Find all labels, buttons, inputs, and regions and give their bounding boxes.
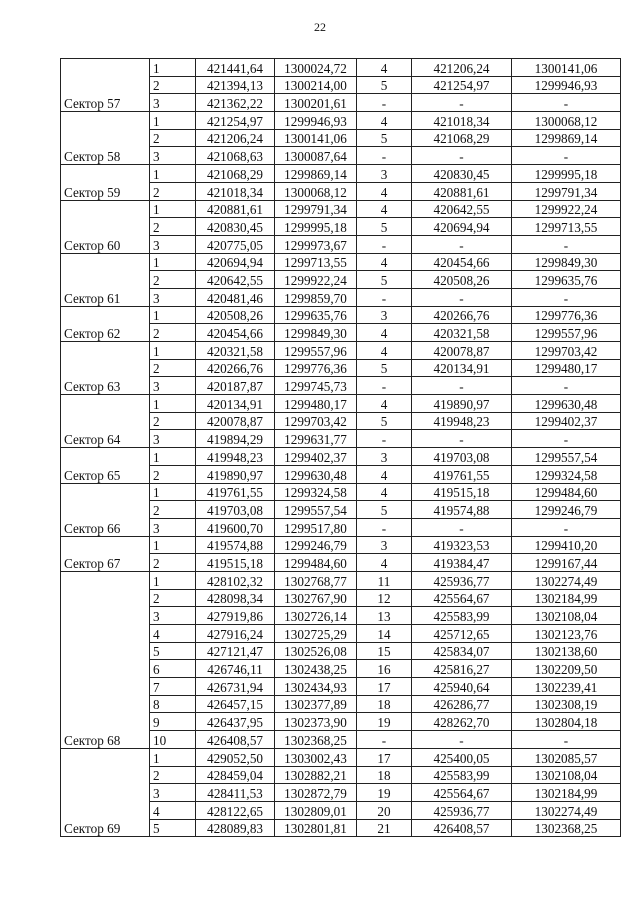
point-number-cell: 3 [150, 430, 196, 448]
point-number-cell: 1 [150, 165, 196, 183]
point-number-cell: - [357, 94, 412, 112]
x-coordinate-cell: 425564,67 [412, 589, 512, 607]
point-number-cell: 17 [357, 678, 412, 696]
y-coordinate-cell: 1302085,57 [512, 748, 621, 766]
point-number-cell: 19 [357, 784, 412, 802]
x-coordinate-cell: 420134,91 [196, 395, 275, 413]
point-number-cell: 1 [150, 748, 196, 766]
x-coordinate-cell: 428459,04 [196, 766, 275, 784]
x-coordinate-cell: 420481,46 [196, 288, 275, 306]
table-row [61, 342, 621, 360]
point-number-cell: 1 [150, 571, 196, 589]
y-coordinate-cell: 1299703,42 [512, 342, 621, 360]
y-coordinate-cell: 1299869,14 [275, 165, 357, 183]
x-coordinate-cell: 420454,66 [412, 253, 512, 271]
y-coordinate-cell: 1299402,37 [512, 412, 621, 430]
point-number-cell: 2 [150, 501, 196, 519]
y-coordinate-cell: 1299630,48 [275, 465, 357, 483]
x-coordinate-cell: 419948,23 [412, 412, 512, 430]
y-coordinate-cell: 1300068,12 [512, 112, 621, 130]
page-number: 22 [314, 20, 326, 34]
point-number-cell: 2 [150, 359, 196, 377]
x-coordinate-cell: 425940,64 [412, 678, 512, 696]
y-coordinate-cell: - [512, 288, 621, 306]
point-number-cell: 2 [150, 324, 196, 342]
y-coordinate-cell: - [512, 147, 621, 165]
x-coordinate-cell: 425936,77 [412, 571, 512, 589]
y-coordinate-cell: 1299557,96 [512, 324, 621, 342]
y-coordinate-cell: 1302239,41 [512, 678, 621, 696]
y-coordinate-cell: 1299713,55 [512, 218, 621, 236]
x-coordinate-cell: 420321,58 [412, 324, 512, 342]
sector-name-cell: Сектор 65 [61, 448, 150, 483]
y-coordinate-cell: 1300141,06 [512, 59, 621, 77]
point-number-cell: 2 [150, 766, 196, 784]
table-row [61, 571, 621, 589]
y-coordinate-cell: 1302872,79 [275, 784, 357, 802]
x-coordinate-cell: 428122,65 [196, 801, 275, 819]
table-row [61, 448, 621, 466]
sector-name-cell: Сектор 58 [61, 112, 150, 165]
x-coordinate-cell: - [412, 235, 512, 253]
point-number-cell: 3 [150, 147, 196, 165]
y-coordinate-cell: 1302108,04 [512, 766, 621, 784]
point-number-cell: 4 [357, 182, 412, 200]
x-coordinate-cell: 419890,97 [196, 465, 275, 483]
x-coordinate-cell: - [412, 147, 512, 165]
x-coordinate-cell: 419574,88 [412, 501, 512, 519]
point-number-cell: 2 [150, 465, 196, 483]
point-number-cell: 4 [357, 554, 412, 572]
x-coordinate-cell: 426286,77 [412, 695, 512, 713]
sector-name-cell: Сектор 69 [61, 748, 150, 836]
y-coordinate-cell: 1299480,17 [512, 359, 621, 377]
x-coordinate-cell: 421206,24 [196, 129, 275, 147]
x-coordinate-cell: 426408,57 [196, 731, 275, 749]
y-coordinate-cell: 1302108,04 [512, 607, 621, 625]
x-coordinate-cell: 427919,86 [196, 607, 275, 625]
point-number-cell: 2 [150, 76, 196, 94]
y-coordinate-cell: 1302726,14 [275, 607, 357, 625]
y-coordinate-cell: - [512, 430, 621, 448]
sector-name-cell: Сектор 64 [61, 395, 150, 448]
x-coordinate-cell: 425583,99 [412, 766, 512, 784]
x-coordinate-cell: 421254,97 [196, 112, 275, 130]
x-coordinate-cell: - [412, 518, 512, 536]
point-number-cell: 4 [357, 395, 412, 413]
point-number-cell: 3 [150, 607, 196, 625]
x-coordinate-cell: 428098,34 [196, 589, 275, 607]
y-coordinate-cell: 1302184,99 [512, 589, 621, 607]
sector-name-cell: Сектор 59 [61, 165, 150, 200]
x-coordinate-cell: 419948,23 [196, 448, 275, 466]
point-number-cell: 6 [150, 660, 196, 678]
x-coordinate-cell: 420266,76 [196, 359, 275, 377]
x-coordinate-cell: 420830,45 [412, 165, 512, 183]
y-coordinate-cell: 1299246,79 [275, 536, 357, 554]
point-number-cell: 4 [150, 625, 196, 643]
sector-name-cell: Сектор 63 [61, 342, 150, 395]
point-number-cell: 1 [150, 59, 196, 77]
x-coordinate-cell: 420266,76 [412, 306, 512, 324]
point-number-cell: 5 [357, 76, 412, 94]
x-coordinate-cell: 425400,05 [412, 748, 512, 766]
x-coordinate-cell: 421068,63 [196, 147, 275, 165]
y-coordinate-cell: 1299324,58 [275, 483, 357, 501]
x-coordinate-cell: 420187,87 [196, 377, 275, 395]
x-coordinate-cell: 421441,64 [196, 59, 275, 77]
point-number-cell: 5 [357, 501, 412, 519]
point-number-cell: 4 [357, 324, 412, 342]
point-number-cell: 20 [357, 801, 412, 819]
x-coordinate-cell: 419703,08 [412, 448, 512, 466]
y-coordinate-cell: 1299631,77 [275, 430, 357, 448]
y-coordinate-cell: - [512, 235, 621, 253]
y-coordinate-cell: 1299922,24 [275, 271, 357, 289]
y-coordinate-cell: 1302809,01 [275, 801, 357, 819]
y-coordinate-cell: 1299517,80 [275, 518, 357, 536]
point-number-cell: 4 [357, 253, 412, 271]
y-coordinate-cell: 1299167,44 [512, 554, 621, 572]
point-number-cell: 18 [357, 766, 412, 784]
x-coordinate-cell: 428102,32 [196, 571, 275, 589]
x-coordinate-cell: 419703,08 [196, 501, 275, 519]
point-number-cell: - [357, 288, 412, 306]
x-coordinate-cell: - [412, 288, 512, 306]
point-number-cell: 3 [357, 306, 412, 324]
point-number-cell: 2 [150, 412, 196, 430]
x-coordinate-cell: 426437,95 [196, 713, 275, 731]
sector-name-cell: Сектор 57 [61, 59, 150, 112]
x-coordinate-cell: 419890,97 [412, 395, 512, 413]
table-row [61, 748, 621, 766]
point-number-cell: 3 [150, 288, 196, 306]
point-number-cell: 5 [357, 218, 412, 236]
y-coordinate-cell: 1299713,55 [275, 253, 357, 271]
x-coordinate-cell: 421254,97 [412, 76, 512, 94]
point-number-cell: 1 [150, 200, 196, 218]
sector-name-cell: Сектор 68 [61, 571, 150, 748]
x-coordinate-cell: 419894,29 [196, 430, 275, 448]
x-coordinate-cell: 421018,34 [412, 112, 512, 130]
y-coordinate-cell: 1302184,99 [512, 784, 621, 802]
point-number-cell: 14 [357, 625, 412, 643]
y-coordinate-cell: 1299946,93 [275, 112, 357, 130]
y-coordinate-cell: 1303002,43 [275, 748, 357, 766]
y-coordinate-cell: 1299324,58 [512, 465, 621, 483]
y-coordinate-cell: 1299557,54 [275, 501, 357, 519]
y-coordinate-cell: 1299849,30 [275, 324, 357, 342]
table-row [61, 306, 621, 324]
x-coordinate-cell: - [412, 430, 512, 448]
point-number-cell: 1 [150, 536, 196, 554]
x-coordinate-cell: - [412, 377, 512, 395]
point-number-cell: 3 [150, 518, 196, 536]
point-number-cell: 5 [150, 642, 196, 660]
x-coordinate-cell: 420642,55 [412, 200, 512, 218]
point-number-cell: 21 [357, 819, 412, 837]
point-number-cell: 4 [357, 483, 412, 501]
point-number-cell: 3 [357, 448, 412, 466]
table-row [61, 165, 621, 183]
y-coordinate-cell: 1299776,36 [512, 306, 621, 324]
point-number-cell: 9 [150, 713, 196, 731]
point-number-cell: 5 [357, 359, 412, 377]
x-coordinate-cell: 420830,45 [196, 218, 275, 236]
point-number-cell: 3 [357, 165, 412, 183]
y-coordinate-cell: 1302434,93 [275, 678, 357, 696]
point-number-cell: - [357, 377, 412, 395]
x-coordinate-cell: 419384,47 [412, 554, 512, 572]
point-number-cell: - [357, 147, 412, 165]
y-coordinate-cell: - [512, 94, 621, 112]
x-coordinate-cell: 420881,61 [196, 200, 275, 218]
y-coordinate-cell: 1299635,76 [275, 306, 357, 324]
y-coordinate-cell: 1299703,42 [275, 412, 357, 430]
point-number-cell: 11 [357, 571, 412, 589]
y-coordinate-cell: 1299484,60 [512, 483, 621, 501]
y-coordinate-cell: 1299410,20 [512, 536, 621, 554]
x-coordinate-cell: 420078,87 [196, 412, 275, 430]
y-coordinate-cell: 1302368,25 [275, 731, 357, 749]
x-coordinate-cell: 419323,53 [412, 536, 512, 554]
point-number-cell: 4 [357, 342, 412, 360]
x-coordinate-cell: - [412, 731, 512, 749]
x-coordinate-cell: 420508,26 [412, 271, 512, 289]
y-coordinate-cell: 1299630,48 [512, 395, 621, 413]
point-number-cell: - [357, 518, 412, 536]
point-number-cell: 1 [150, 448, 196, 466]
x-coordinate-cell: 425712,65 [412, 625, 512, 643]
x-coordinate-cell: 426408,57 [412, 819, 512, 837]
y-coordinate-cell: 1302274,49 [512, 571, 621, 589]
point-number-cell: 13 [357, 607, 412, 625]
x-coordinate-cell: 419761,55 [412, 465, 512, 483]
x-coordinate-cell: - [412, 94, 512, 112]
y-coordinate-cell: 1302767,90 [275, 589, 357, 607]
x-coordinate-cell: 421068,29 [412, 129, 512, 147]
x-coordinate-cell: 426457,15 [196, 695, 275, 713]
y-coordinate-cell: 1302377,89 [275, 695, 357, 713]
point-number-cell: 1 [150, 483, 196, 501]
point-number-cell: 5 [357, 271, 412, 289]
x-coordinate-cell: 427121,47 [196, 642, 275, 660]
y-coordinate-cell: 1299791,34 [512, 182, 621, 200]
y-coordinate-cell: 1299791,34 [275, 200, 357, 218]
x-coordinate-cell: 426731,94 [196, 678, 275, 696]
point-number-cell: 1 [150, 306, 196, 324]
y-coordinate-cell: 1302725,29 [275, 625, 357, 643]
point-number-cell: 3 [150, 784, 196, 802]
point-number-cell: 2 [150, 182, 196, 200]
y-coordinate-cell: 1299480,17 [275, 395, 357, 413]
x-coordinate-cell: 420321,58 [196, 342, 275, 360]
x-coordinate-cell: 425936,77 [412, 801, 512, 819]
y-coordinate-cell: 1299859,70 [275, 288, 357, 306]
table-body [61, 59, 621, 837]
y-coordinate-cell: 1299849,30 [512, 253, 621, 271]
point-number-cell: 17 [357, 748, 412, 766]
point-number-cell: 4 [357, 465, 412, 483]
x-coordinate-cell: 427916,24 [196, 625, 275, 643]
y-coordinate-cell: - [512, 731, 621, 749]
y-coordinate-cell: 1299995,18 [275, 218, 357, 236]
point-number-cell: 1 [150, 253, 196, 271]
point-number-cell: 2 [150, 129, 196, 147]
y-coordinate-cell: - [512, 377, 621, 395]
table-row [61, 483, 621, 501]
table-row [61, 536, 621, 554]
y-coordinate-cell: 1302768,77 [275, 571, 357, 589]
point-number-cell: 4 [150, 801, 196, 819]
y-coordinate-cell: 1300024,72 [275, 59, 357, 77]
point-number-cell: 2 [150, 218, 196, 236]
sector-coordinates-table [60, 58, 621, 837]
sector-name-cell: Сектор 62 [61, 306, 150, 341]
point-number-cell: 4 [357, 200, 412, 218]
y-coordinate-cell: - [512, 518, 621, 536]
x-coordinate-cell: 421394,13 [196, 76, 275, 94]
y-coordinate-cell: 1299402,37 [275, 448, 357, 466]
table-row [61, 59, 621, 77]
y-coordinate-cell: 1300068,12 [275, 182, 357, 200]
point-number-cell: 2 [150, 271, 196, 289]
y-coordinate-cell: 1299946,93 [512, 76, 621, 94]
x-coordinate-cell: 420454,66 [196, 324, 275, 342]
table-row [61, 112, 621, 130]
sector-name-cell: Сектор 67 [61, 536, 150, 571]
y-coordinate-cell: 1299973,67 [275, 235, 357, 253]
point-number-cell: 2 [150, 589, 196, 607]
point-number-cell: 16 [357, 660, 412, 678]
point-number-cell: 5 [357, 412, 412, 430]
y-coordinate-cell: 1300214,00 [275, 76, 357, 94]
x-coordinate-cell: 428411,53 [196, 784, 275, 802]
point-number-cell: 18 [357, 695, 412, 713]
point-number-cell: 3 [150, 235, 196, 253]
x-coordinate-cell: 420508,26 [196, 306, 275, 324]
x-coordinate-cell: 419515,18 [196, 554, 275, 572]
y-coordinate-cell: 1299557,54 [512, 448, 621, 466]
point-number-cell: 19 [357, 713, 412, 731]
y-coordinate-cell: 1302882,21 [275, 766, 357, 784]
x-coordinate-cell: 420881,61 [412, 182, 512, 200]
x-coordinate-cell: 420078,87 [412, 342, 512, 360]
x-coordinate-cell: 428262,70 [412, 713, 512, 731]
point-number-cell: 15 [357, 642, 412, 660]
y-coordinate-cell: 1299776,36 [275, 359, 357, 377]
x-coordinate-cell: 419761,55 [196, 483, 275, 501]
y-coordinate-cell: 1299484,60 [275, 554, 357, 572]
x-coordinate-cell: 421206,24 [412, 59, 512, 77]
point-number-cell: - [357, 235, 412, 253]
x-coordinate-cell: 421018,34 [196, 182, 275, 200]
sector-name-cell: Сектор 61 [61, 253, 150, 306]
y-coordinate-cell: 1302274,49 [512, 801, 621, 819]
sector-name-cell: Сектор 60 [61, 200, 150, 253]
table-row [61, 395, 621, 413]
y-coordinate-cell: 1302801,81 [275, 819, 357, 837]
y-coordinate-cell: 1300087,64 [275, 147, 357, 165]
table-row [61, 253, 621, 271]
y-coordinate-cell: 1302373,90 [275, 713, 357, 731]
y-coordinate-cell: 1302438,25 [275, 660, 357, 678]
y-coordinate-cell: 1302123,76 [512, 625, 621, 643]
y-coordinate-cell: 1300201,61 [275, 94, 357, 112]
point-number-cell: 7 [150, 678, 196, 696]
y-coordinate-cell: 1302209,50 [512, 660, 621, 678]
x-coordinate-cell: 425564,67 [412, 784, 512, 802]
x-coordinate-cell: 425816,27 [412, 660, 512, 678]
y-coordinate-cell: 1302526,08 [275, 642, 357, 660]
y-coordinate-cell: 1302308,19 [512, 695, 621, 713]
y-coordinate-cell: 1299745,73 [275, 377, 357, 395]
point-number-cell: 1 [150, 342, 196, 360]
point-number-cell: - [357, 430, 412, 448]
point-number-cell: 4 [357, 59, 412, 77]
y-coordinate-cell: 1302138,60 [512, 642, 621, 660]
table-row [61, 200, 621, 218]
point-number-cell: 3 [150, 94, 196, 112]
x-coordinate-cell: 429052,50 [196, 748, 275, 766]
point-number-cell: 5 [150, 819, 196, 837]
x-coordinate-cell: 425834,07 [412, 642, 512, 660]
point-number-cell: 12 [357, 589, 412, 607]
point-number-cell: 2 [150, 554, 196, 572]
x-coordinate-cell: 419600,70 [196, 518, 275, 536]
y-coordinate-cell: 1299557,96 [275, 342, 357, 360]
x-coordinate-cell: 420694,94 [196, 253, 275, 271]
x-coordinate-cell: 420134,91 [412, 359, 512, 377]
y-coordinate-cell: 1299635,76 [512, 271, 621, 289]
x-coordinate-cell: 419515,18 [412, 483, 512, 501]
point-number-cell: 5 [357, 129, 412, 147]
x-coordinate-cell: 420694,94 [412, 218, 512, 236]
point-number-cell: 1 [150, 395, 196, 413]
sector-name-cell: Сектор 66 [61, 483, 150, 536]
y-coordinate-cell: 1302368,25 [512, 819, 621, 837]
x-coordinate-cell: 421068,29 [196, 165, 275, 183]
y-coordinate-cell: 1302804,18 [512, 713, 621, 731]
x-coordinate-cell: 426746,11 [196, 660, 275, 678]
x-coordinate-cell: 419574,88 [196, 536, 275, 554]
point-number-cell: 1 [150, 112, 196, 130]
point-number-cell: 3 [357, 536, 412, 554]
y-coordinate-cell: 1299922,24 [512, 200, 621, 218]
x-coordinate-cell: 428089,83 [196, 819, 275, 837]
x-coordinate-cell: 420775,05 [196, 235, 275, 253]
point-number-cell: 10 [150, 731, 196, 749]
y-coordinate-cell: 1300141,06 [275, 129, 357, 147]
x-coordinate-cell: 421362,22 [196, 94, 275, 112]
point-number-cell: 3 [150, 377, 196, 395]
x-coordinate-cell: 425583,99 [412, 607, 512, 625]
point-number-cell: 4 [357, 112, 412, 130]
y-coordinate-cell: 1299869,14 [512, 129, 621, 147]
point-number-cell: 8 [150, 695, 196, 713]
y-coordinate-cell: 1299246,79 [512, 501, 621, 519]
x-coordinate-cell: 420642,55 [196, 271, 275, 289]
y-coordinate-cell: 1299995,18 [512, 165, 621, 183]
point-number-cell: - [357, 731, 412, 749]
